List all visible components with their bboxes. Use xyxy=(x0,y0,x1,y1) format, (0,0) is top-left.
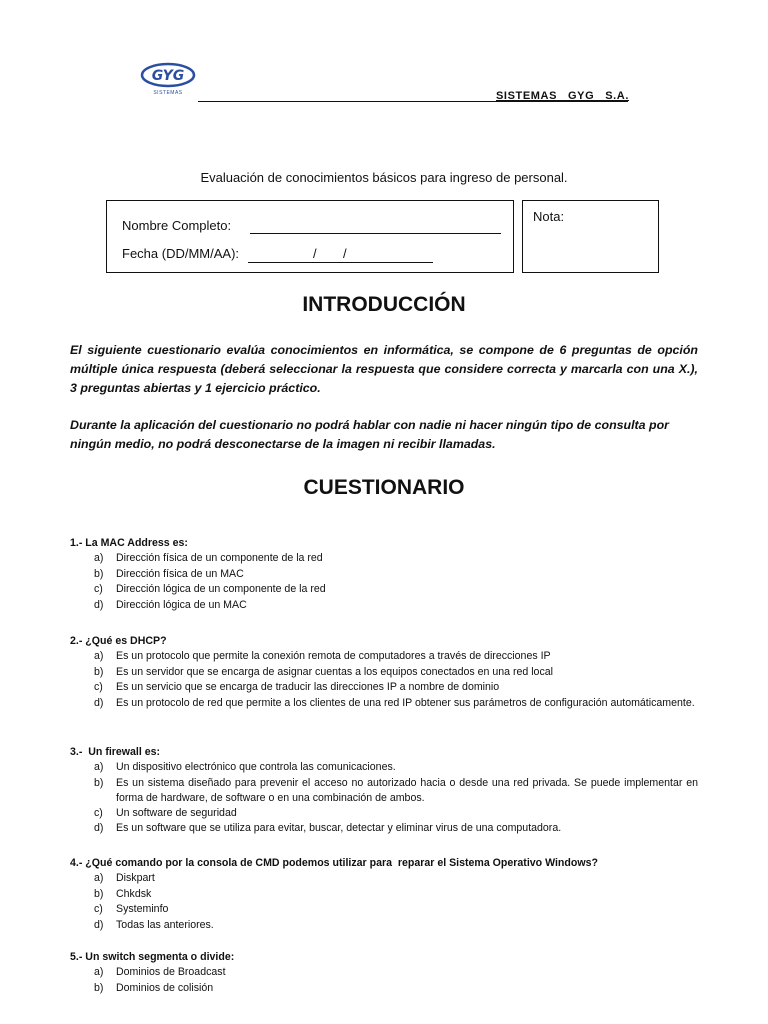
answer-option[interactable]: b) Es un sistema diseñado para prevenir el acceso no autorizado hacia o desde una red privada. Se puede implementar en forma de hardware, de software o en una combinación de ambos. xyxy=(94,776,698,804)
candidate-info-box xyxy=(106,200,514,273)
questionnaire-heading: CUESTIONARIO xyxy=(303,476,465,499)
svg-text:GYG: GYG xyxy=(151,68,185,84)
intro-paragraph-1: El siguiente cuestionario evalúa conocimientos en informática, se compone de 6 preguntas de opción múltiple única respuesta (deberá seleccionar la respuesta que considere correcta y marcarla con una X.), 3 preguntas abiertas y 1 ejercicio práctico. xyxy=(70,343,698,395)
intro-heading: INTRODUCCIÓN xyxy=(302,293,466,316)
answer-option[interactable]: b) Dominios de colisión xyxy=(94,981,214,994)
answer-option[interactable]: b) Chkdsk xyxy=(94,887,152,900)
grade-box[interactable] xyxy=(522,200,659,273)
date-separator: / xyxy=(343,246,347,261)
intro-paragraph-2: Durante la aplicación del cuestionario no podrá hablar con nadie ni hacer ningún tipo de consulta por ningún medio, no podrá desconectarse de la imagen ni recibir llamadas. xyxy=(70,418,669,451)
answer-option[interactable]: d) Es un software que se utiliza para evitar, buscar, detectar y eliminar virus de una computadora. xyxy=(94,822,562,834)
answer-option[interactable]: a) Dominios de Broadcast xyxy=(94,966,226,978)
answer-option[interactable]: c) Dirección lógica de un componente de la red xyxy=(94,583,326,595)
company-name: SISTEMAS GYG S.A. xyxy=(496,90,630,102)
question-title: 5.- Un switch segmenta o divide: xyxy=(70,951,235,963)
answer-option[interactable]: a) Un dispositivo electrónico que controla las comunicaciones. xyxy=(94,761,396,773)
answer-option[interactable]: c) Un software de seguridad xyxy=(94,806,237,819)
company-logo xyxy=(140,62,200,96)
question-title: 1.- La MAC Address es: xyxy=(70,537,188,549)
answer-option[interactable]: d) Dirección lógica de un MAC xyxy=(94,598,247,611)
document-subtitle: Evaluación de conocimientos básicos para ingreso de personal. xyxy=(200,170,568,185)
answer-option[interactable]: d) Todas las anteriores. xyxy=(94,918,214,931)
question-1 xyxy=(70,536,698,613)
question-2 xyxy=(70,634,698,711)
question-title: 4.- ¿Qué comando por la consola de CMD podemos utilizar para reparar el Sistema Operativo Windows? xyxy=(70,857,598,869)
answer-option[interactable]: c) Systeminfo xyxy=(94,903,169,915)
answer-option[interactable]: a) Dirección física de un componente de la red xyxy=(94,552,323,564)
answer-option[interactable]: b) Dirección física de un MAC xyxy=(94,567,244,580)
logo-subtext: SISTEMAS xyxy=(153,90,183,96)
date-field[interactable] xyxy=(248,262,433,263)
name-label: Nombre Completo: xyxy=(122,218,232,233)
question-3 xyxy=(70,745,698,837)
question-5 xyxy=(70,950,698,996)
question-title: 3.- Un firewall es: xyxy=(70,746,161,758)
answer-option[interactable]: d) Es un protocolo de red que permite a los clientes de una red IP obtener sus parámetros de configuración automáticamente. xyxy=(94,696,695,709)
name-field[interactable] xyxy=(250,233,501,234)
date-separator: / xyxy=(313,246,317,261)
date-label: Fecha (DD/MM/AA): xyxy=(122,246,240,261)
question-title: 2.- ¿Qué es DHCP? xyxy=(70,635,167,647)
answer-option[interactable]: a) Es un protocolo que permite la conexión remota de computadores a través de direcciones IP xyxy=(94,650,551,662)
answer-option[interactable]: b) Es un servidor que se encarga de asignar cuentas a los equipos conectados en una red local xyxy=(94,665,553,678)
answer-option[interactable]: a) Diskpart xyxy=(94,872,155,884)
question-4 xyxy=(70,856,698,933)
answer-option[interactable]: c) Es un servicio que se encarga de traducir las direcciones IP a nombre de dominio xyxy=(94,681,500,693)
grade-label: Nota: xyxy=(533,209,565,224)
